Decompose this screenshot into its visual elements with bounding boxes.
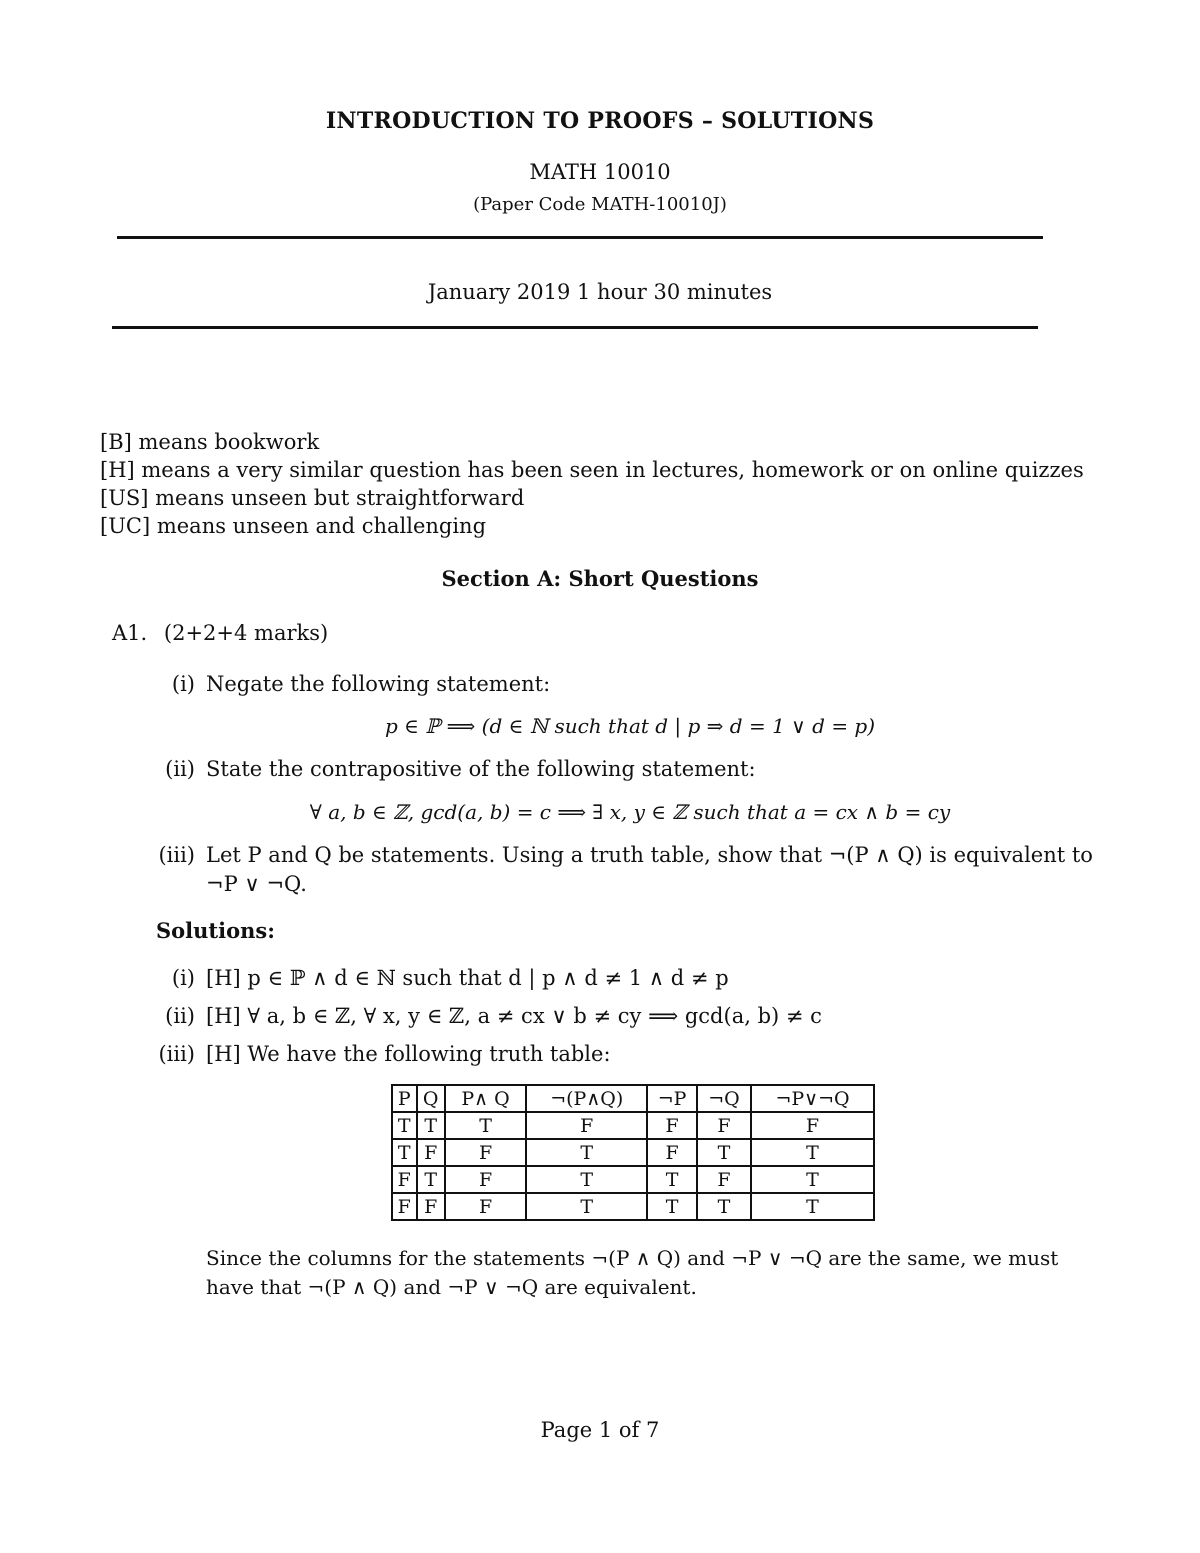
table-cell: F	[417, 1193, 445, 1220]
table-row	[392, 1139, 874, 1166]
table-row	[392, 1112, 874, 1139]
bottom-divider	[112, 326, 1038, 329]
table-cell: T	[751, 1166, 874, 1193]
table-header-cell: P∧ Q	[445, 1085, 526, 1112]
solution-number: (i)	[171, 966, 195, 990]
table-cell: T	[647, 1193, 697, 1220]
question-header	[112, 621, 328, 645]
paper-code: (Paper Code MATH-10010J)	[473, 194, 727, 215]
table-cell: T	[751, 1139, 874, 1166]
table-header-cell: Q	[417, 1085, 445, 1112]
table-header-cell: ¬P∨¬Q	[751, 1085, 874, 1112]
page-number: Page 1 of 7	[540, 1418, 660, 1442]
table-cell: T	[417, 1112, 445, 1139]
table-header-cell: P	[392, 1085, 417, 1112]
formula-statement: ∀ a, b ∈ ℤ, gcd(a, b) = c ⟹ ∃ x, y ∈ ℤ such that a = cx ∧ b = cy	[309, 800, 951, 824]
conclusion-text: Since the columns for the statements ¬(P ∧ Q) and ¬P ∨ ¬Q are the same, we must	[206, 1246, 1059, 1270]
legend-unseen-challenging: [UC] means unseen and challenging	[100, 514, 487, 538]
legend-unseen-straightforward: [US] means unseen but straightforward	[100, 486, 525, 510]
table-cell: T	[445, 1112, 526, 1139]
conclusion-text-continued: have that ¬(P ∧ Q) and ¬P ∨ ¬Q are equivalent.	[206, 1275, 697, 1299]
top-divider	[117, 236, 1043, 239]
part-text: Let P and Q be statements. Using a truth table, show that ¬(P ∧ Q) is equivalent to	[206, 843, 1093, 867]
table-cell: T	[697, 1139, 751, 1166]
table-cell: T	[392, 1112, 417, 1139]
table-header-cell: ¬P	[647, 1085, 697, 1112]
table-cell: T	[417, 1166, 445, 1193]
table-cell: T	[526, 1166, 647, 1193]
course-code: MATH 10010	[529, 160, 671, 184]
part-number: (i)	[171, 672, 195, 696]
part-text: State the contrapositive of the following statement:	[206, 757, 756, 781]
table-row	[392, 1166, 874, 1193]
table-cell: F	[751, 1112, 874, 1139]
legend-homework: [H] means a very similar question has been seen in lectures, homework or on online quizzes	[100, 458, 1084, 482]
table-cell: F	[526, 1112, 647, 1139]
truth-table	[391, 1084, 875, 1221]
table-cell: F	[697, 1166, 751, 1193]
table-cell: F	[647, 1139, 697, 1166]
table-cell: T	[526, 1139, 647, 1166]
table-cell: T	[392, 1139, 417, 1166]
formula-statement: p ∈ ℙ ⟹ (d ∈ ℕ such that d | p ⇒ d = 1 ∨ d = p)	[384, 714, 876, 738]
solution-text: [H] We have the following truth table:	[206, 1042, 611, 1066]
document-title: INTRODUCTION TO PROOFS – SOLUTIONS	[325, 108, 875, 134]
table-cell: F	[445, 1166, 526, 1193]
legend-bookwork: [B] means bookwork	[100, 430, 320, 454]
question-marks: (2+2+4 marks)	[163, 621, 329, 645]
table-header-cell: ¬(P∧Q)	[526, 1085, 647, 1112]
solution-number: (ii)	[165, 1004, 195, 1028]
solution-number: (iii)	[158, 1042, 195, 1066]
part-text-continued: ¬P ∨ ¬Q.	[206, 872, 307, 896]
solutions-heading: Solutions:	[156, 918, 275, 943]
table-cell: F	[697, 1112, 751, 1139]
solution-text: [H] p ∈ ℙ ∧ d ∈ ℕ such that d | p ∧ d ≠ 1 ∧ d ≠ p	[206, 966, 729, 990]
table-cell: T	[647, 1166, 697, 1193]
exam-date-duration: January 2019 1 hour 30 minutes	[427, 280, 773, 304]
table-cell: F	[392, 1193, 417, 1220]
part-text: Negate the following statement:	[206, 672, 551, 696]
table-cell: F	[445, 1193, 526, 1220]
solution-text: [H] ∀ a, b ∈ ℤ, ∀ x, y ∈ ℤ, a ≠ cx ∨ b ≠ cy ⟹ gcd(a, b) ≠ c	[206, 1004, 822, 1028]
table-cell: F	[417, 1139, 445, 1166]
table-row	[392, 1193, 874, 1220]
section-heading: Section A: Short Questions	[441, 566, 759, 591]
table-cell: F	[392, 1166, 417, 1193]
table-header-cell: ¬Q	[697, 1085, 751, 1112]
table-header-row	[392, 1085, 874, 1112]
table-cell: F	[647, 1112, 697, 1139]
part-number: (iii)	[158, 843, 195, 867]
table-cell: F	[445, 1139, 526, 1166]
table-cell: T	[751, 1193, 874, 1220]
table-cell: T	[526, 1193, 647, 1220]
question-label: A1.	[112, 621, 148, 645]
part-number: (ii)	[165, 757, 195, 781]
table-cell: T	[697, 1193, 751, 1220]
